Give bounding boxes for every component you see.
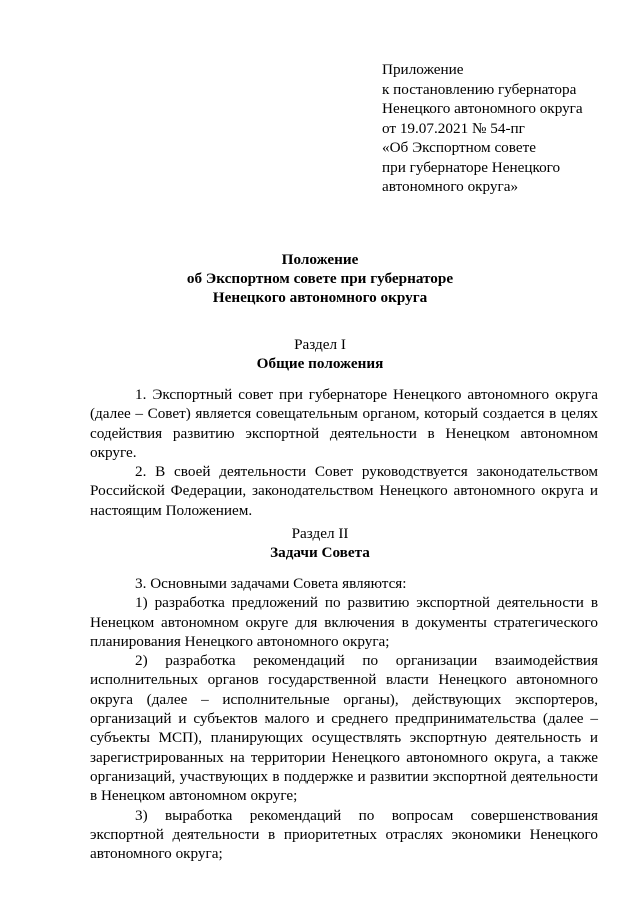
section-heading-1	[0, 335, 640, 373]
annex-line: Ненецкого автономного округа	[382, 100, 583, 117]
annex-line: автономного округа»	[382, 178, 519, 195]
title-line: Ненецкого автономного округа	[212, 289, 428, 306]
paragraph: 3) выработка рекомендаций по вопросам совершенствования экспортной деятельности в приоритетных отраслях экономики Ненецкого автономного округа;	[90, 806, 598, 863]
annex-line: при губернаторе Ненецкого	[382, 158, 561, 176]
paragraph: 3. Основными задачами Совета являются:	[135, 575, 407, 592]
paragraph: 1) разработка предложений по развитию экспортной деятельности в Ненецком автономном округе для включения в документы стратегического планирования Ненецкого автономного округа;	[90, 594, 598, 650]
paragraph: 2) разработка рекомендаций по организации взаимодействия исполнительных органов государственной власти Ненецкого автономного округа (далее – исполнительные органы), действующих экспортеров, организаций и субъектов малого и среднего предпринимательства (далее – субъекты МСП), планирующих осуществлять экспортную деятельность и зарегистрированных на территории Ненецкого автономного округа, а также организаций, участвующих в поддержке и развитии экспортной деятельности в Ненецком автономном округе;	[90, 652, 598, 805]
section-heading-2	[0, 524, 640, 562]
title-line: об Экспортном совете при губернаторе	[186, 270, 454, 287]
section-1-body	[90, 385, 598, 520]
annex-line: Приложение	[382, 61, 464, 78]
paragraph: 2. В своей деятельности Совет руководствуется законодательством Российской Федерации, законодательством Ненецкого автономного округа и настоящим Положением.	[90, 463, 598, 519]
section-name: Задачи Совета	[270, 544, 370, 561]
annex-line: «Об Экспортном совете	[382, 139, 536, 156]
title-line: Положение	[281, 251, 359, 268]
annex-block	[382, 60, 622, 197]
annex-line: к постановлению губернатора	[382, 80, 577, 98]
section-label: Раздел I	[294, 336, 346, 353]
paragraph: 1. Экспортный совет при губернаторе Ненецкого автономного округа (далее – Совет) является совещательным органом, который создается в целях содействия развитию экспортной деятельности в Ненецком автономном округе.	[90, 386, 598, 461]
section-label: Раздел II	[291, 525, 349, 542]
document-title	[0, 250, 640, 307]
annex-line: от 19.07.2021 № 54-пг	[382, 119, 525, 137]
section-name: Общие положения	[256, 355, 384, 372]
section-2-body	[90, 574, 598, 863]
